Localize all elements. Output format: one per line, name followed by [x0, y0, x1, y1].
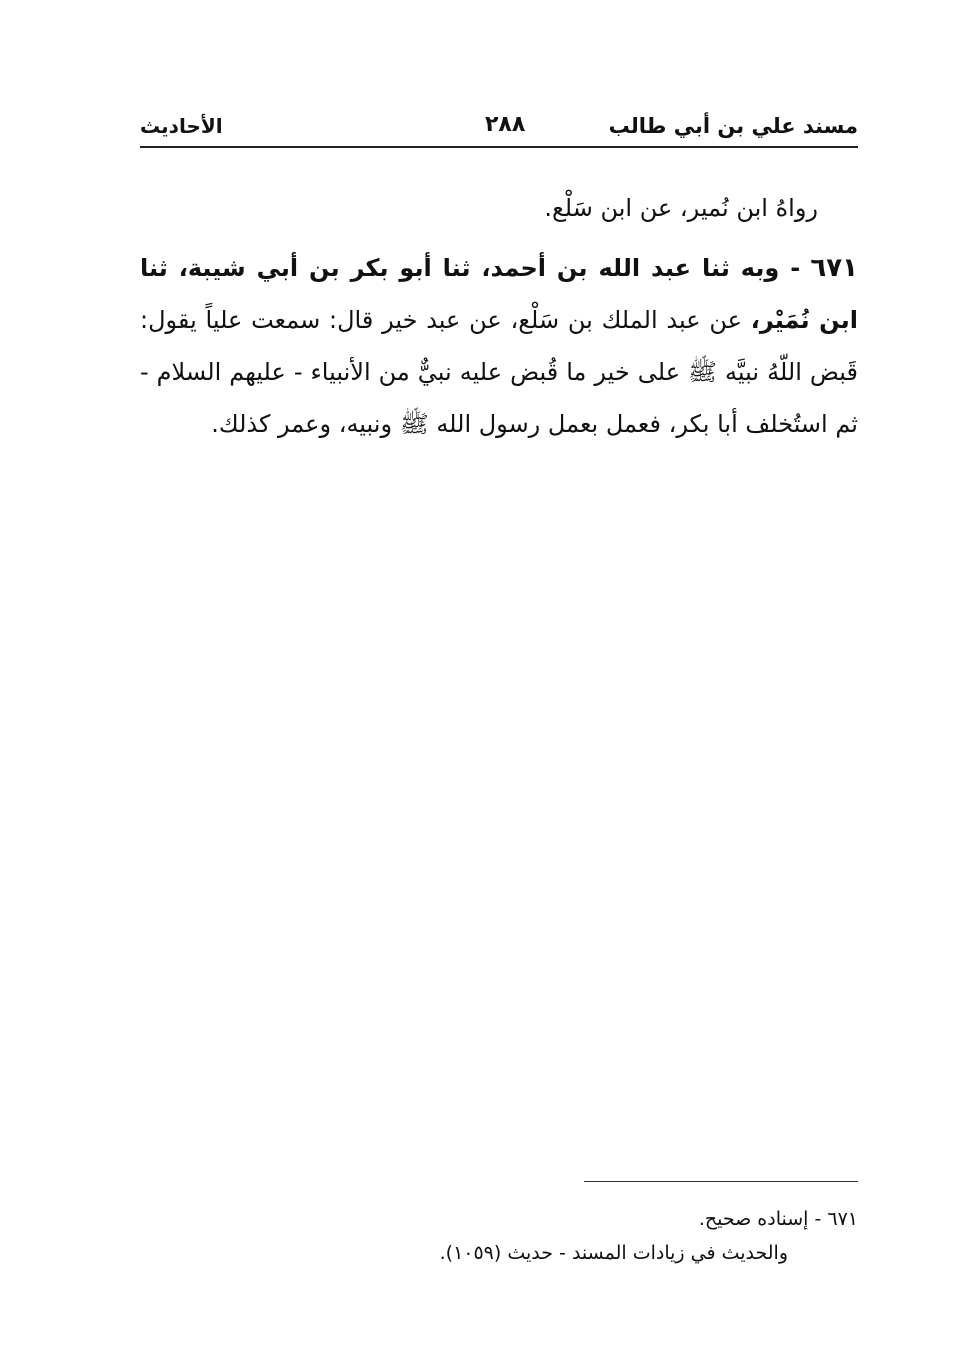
- header-rule: [140, 146, 858, 148]
- book-title: مسند علي بن أبي طالب: [608, 114, 858, 138]
- footnotes: [380, 1202, 858, 1270]
- footnote-reference: والحديث في زيادات المسند - حديث (١٠٥٩).: [439, 1242, 788, 1264]
- page-header: [140, 110, 858, 146]
- footnote-grading: ٦٧١ - إسناده صحيح.: [698, 1208, 858, 1230]
- footnote-rule: [584, 1181, 858, 1182]
- hadith-isnad: - وبه ثنا عبد الله بن أحمد، ثنا أبو بكر بن أبي شيبة، ثنا ابن نُمَيْر،: [140, 254, 858, 334]
- hadith-text: عن عبد الملك بن سَلْع، عن عبد خير قال: سمعت علياً يقول: قَبض اللّهُ نبيَّه ﷺ على خير ما قُبض عليه نبيٌّ من الأنبياء - عليهم السلام - ثم استُخلف أبا بكر، فعمل بعمل رسول الله ﷺ ونبيه، وعمر كذلك.: [140, 306, 858, 438]
- page-number: ٢٨٨: [485, 112, 526, 137]
- hadith-paragraph: [140, 242, 858, 450]
- hadith-number: ٦٧١: [810, 253, 858, 283]
- main-text: [140, 182, 858, 450]
- narration-paragraph: رواهُ ابن نُمير، عن ابن سَلْع.: [544, 194, 818, 222]
- section-title: الأحاديث: [140, 114, 223, 138]
